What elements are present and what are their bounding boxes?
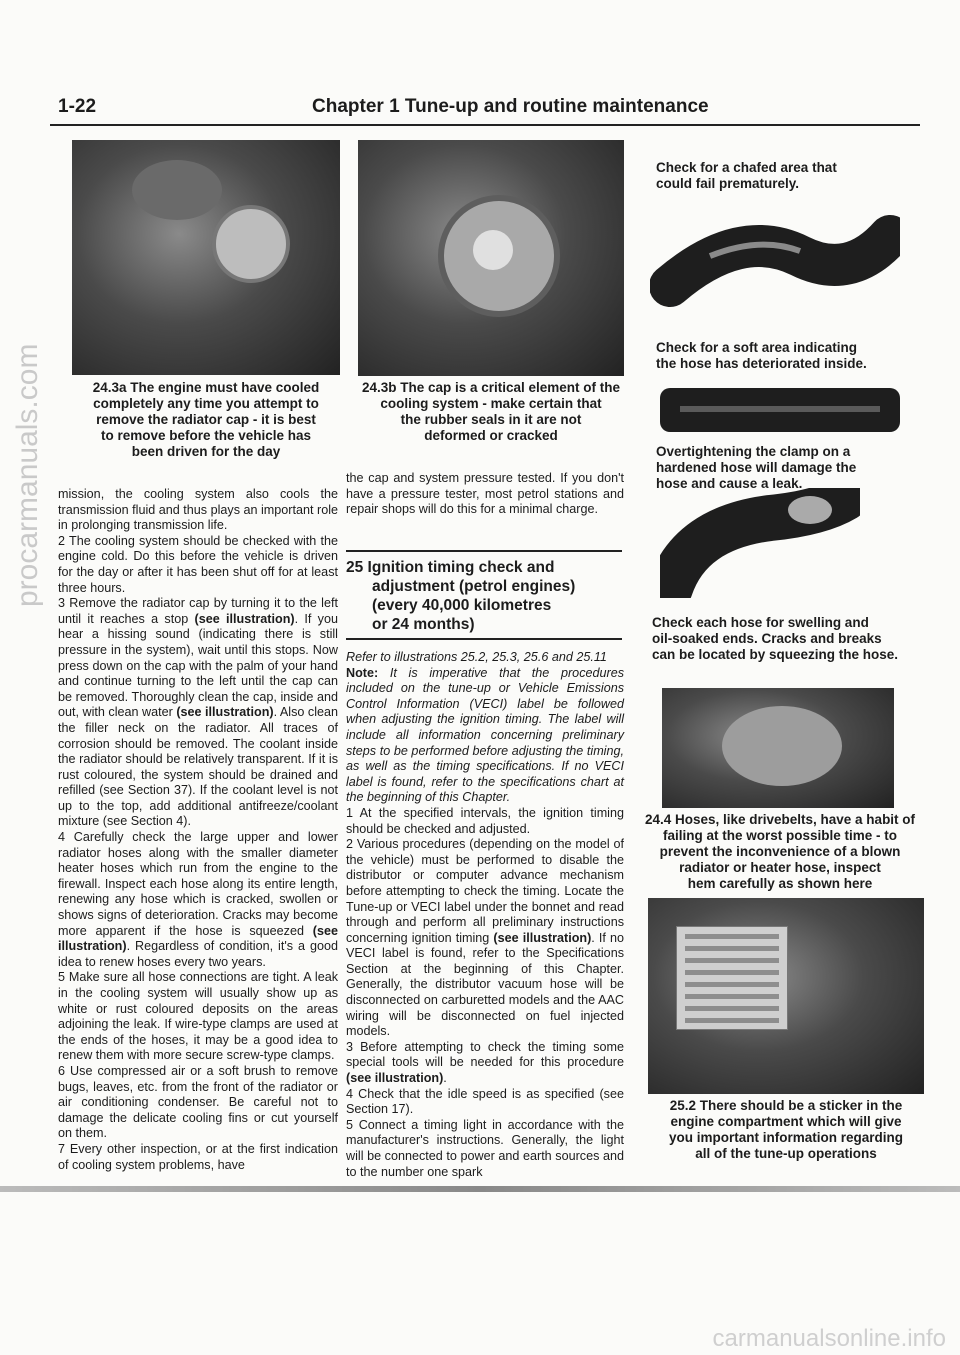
caption-line: 24.3a The engine must have cooled	[92, 380, 320, 395]
paragraph: the cap and system pressure tested. If you don't have a pressure tester, most petrol stations and repair shops will do this for a minimal charge.	[346, 471, 624, 517]
hose-clamp-illustration	[660, 380, 900, 440]
chapter-title: Chapter 1 Tune-up and routine maintenance	[312, 96, 709, 117]
label-soft-area	[656, 340, 906, 372]
label-line: Check for a chafed area that	[656, 160, 837, 175]
label-chafed-area	[656, 160, 906, 192]
caption-line: remove the radiator cap - it is best	[96, 412, 316, 427]
paragraph: 4 Check that the idle speed is as specified (see Section 17).	[346, 1086, 624, 1117]
photo-radiator-cap-seals	[358, 140, 624, 376]
hose-chafed-illustration	[650, 196, 900, 336]
caption-hose-swelling	[652, 615, 912, 663]
header-rule	[50, 124, 920, 126]
paragraph: 6 Use compressed air or a soft brush to remove bugs, leaves, etc. from the front of the radiator or air conditioning condenser. Be careful not to damage the delicate cooling fins or cut yourself on them.	[58, 1063, 338, 1141]
caption-line: Check each hose for swelling and	[652, 615, 869, 630]
caption-line: hose and cause a leak.	[656, 476, 803, 491]
column-2-top-text	[346, 471, 624, 518]
caption-line: completely any time you attempt to	[93, 396, 319, 411]
caption-line: hardened hose will damage the	[656, 460, 857, 475]
paragraph: 5 Connect a timing light in accordance with the manufacturer's instructions. Generally, the light will be connected to power and earth sources and to the number one spark	[346, 1117, 624, 1179]
caption-line: 25.2 There should be a sticker in the	[669, 1098, 903, 1113]
caption-line: to remove before the vehicle has	[100, 428, 312, 443]
photo-hose-inspection	[662, 688, 894, 808]
side-watermark: procarmanuals.com	[11, 343, 44, 607]
caption-line: been driven for the day	[131, 444, 281, 459]
caption-line: 24.3b The cap is a critical element of the	[361, 380, 621, 395]
bottom-watermark: carmanualsonline.info	[712, 1325, 946, 1352]
section-heading-line: (every 40,000 kilometres	[372, 597, 552, 614]
caption-line: prevent the inconvenience of a blown	[659, 844, 901, 859]
caption-line: 24.4 Hoses, like drivebelts, have a habit of	[644, 812, 916, 827]
caption-line: deformed or cracked	[424, 428, 558, 443]
caption-line: radiator or heater hose, inspect	[679, 860, 881, 875]
caption-line: oil-soaked ends. Cracks and breaks	[652, 631, 882, 646]
section-rule-top	[346, 550, 622, 552]
paragraph: 7 Every other inspection, or at the first indication of cooling system problems, have	[58, 1141, 338, 1172]
label-line: could fail prematurely.	[656, 176, 800, 191]
paragraph: 1 At the specified intervals, the ignition timing should be checked and adjusted.	[346, 805, 624, 836]
veci-sticker-shape	[676, 926, 788, 1030]
radiator-cap-shape	[212, 205, 290, 283]
caption-hose-overtightening	[656, 444, 906, 492]
cap-center-shape	[473, 230, 513, 270]
hose-swelling-illustration	[660, 488, 860, 598]
caption-line: engine compartment which will give	[670, 1114, 902, 1129]
paragraph: 2 The cooling system should be checked with the engine cold. Do this before the vehicle is driven for the day or after it has been shut off for at least three hours.	[58, 533, 338, 595]
column-2-text	[346, 650, 624, 1180]
paragraph: mission, the cooling system also cools the transmission fluid and thus plays an important role in prolonging transmission life.	[58, 487, 339, 533]
caption-line: failing at the worst possible time - to	[662, 828, 898, 843]
label-line: Check for a soft area indicating	[656, 340, 858, 355]
caption-line: hem carefully as shown here	[687, 876, 873, 891]
section-heading-line: 25 Ignition timing check and	[346, 559, 555, 576]
caption-line: all of the tune-up operations	[695, 1146, 877, 1161]
caption-line: you important information regarding	[668, 1130, 903, 1145]
paragraph: 5 Make sure all hose connections are tight. A leak in the cooling system will usually show up as white or rust coloured deposits on the areas adjoining the leak. If wire-type clamps are used at the ends of the hoses, it may be a good idea to renew them with more secure screw-type clamps.	[58, 970, 338, 1063]
section-heading-line: adjustment (petrol engines)	[372, 578, 576, 595]
photo-radiator-cap-removal	[72, 140, 340, 375]
label-line: the hose has deteriorated inside.	[656, 356, 867, 371]
note-paragraph: Note: It is imperative that the procedures included on the tune-up or Vehicle Emissions Control Information (VECI) label be followed when adjusting the ignition timing. The label will include all information concerning preliminary steps to be performed before adjusting the timing, as well as the timing specifications. If no VECI label is found, refer to the specifications chart at the beginning of this Chapter.	[346, 665, 624, 805]
section-heading-line: or 24 months)	[372, 616, 475, 633]
caption-line: can be located by squeezing the hose.	[652, 647, 899, 662]
bottom-scan-edge	[0, 1186, 960, 1192]
refer-line: Refer to illustrations 25.2, 25.3, 25.6 and 25.11	[346, 650, 607, 664]
column-1-text	[58, 487, 338, 1173]
hand-squeezing-hose-shape	[722, 706, 842, 786]
caption-line: the rubber seals in it are not	[400, 412, 582, 427]
paragraph: 3 Remove the radiator cap by turning it to the left until it reaches a stop (see illustration). If you hear a hissing sound (indicating there is still pressure in the system), wait until this stops. Now press down on the cap with the palm of your hand and continue turning to the left until the cap can be removed. Thoroughly clean the cap, inside and out, with clean water (see illustration). Also clean the filler neck on the radiator. All traces of corrosion should be removed. The coolant inside the radiator should be relatively transparent. If it is rust coloured, the system should be drained and refilled (see Section 37). If the coolant level is not up to the top, add additional antifreeze/coolant mixture (see Section 4).	[58, 596, 339, 829]
photo-veci-sticker	[648, 898, 924, 1094]
hand-shape	[132, 160, 222, 220]
section-rule-bottom	[346, 638, 622, 640]
caption-line: cooling system - make certain that	[380, 396, 602, 411]
caption-line: Overtightening the clamp on a	[656, 444, 851, 459]
paragraph: 3 Before attempting to check the timing some special tools will be needed for this procedure (see illustration).	[346, 1039, 624, 1086]
paragraph: 2 Various procedures (depending on the model of the vehicle) must be performed to disable the distributor or computer advance mechanism before attempting to check the timing. Locate the Tune-up or VECI label under the bonnet and read through and perform all preliminary instructions concerning ignition timing (see illustration). If no VECI label is found, refer to the Specifications Section at the beginning of this Chapter. Generally, the distributor vacuum hose will be disconnected on carburetted models and the AAC wiring will be disconnected on fuel injected models.	[346, 837, 624, 1039]
page-number: 1-22	[58, 96, 97, 117]
paragraph: 4 Carefully check the large upper and lower radiator hoses along with the smaller diameter heater hoses which run from the engine to the firewall. Inspect each hose along its entire length, renewing any hose which is cracked, swollen or shows signs of deterioration. Cracks may become more apparent if the hose is squeezed (see illustration). Regardless of condition, it's a good idea to renew hoses every two years.	[58, 830, 338, 969]
